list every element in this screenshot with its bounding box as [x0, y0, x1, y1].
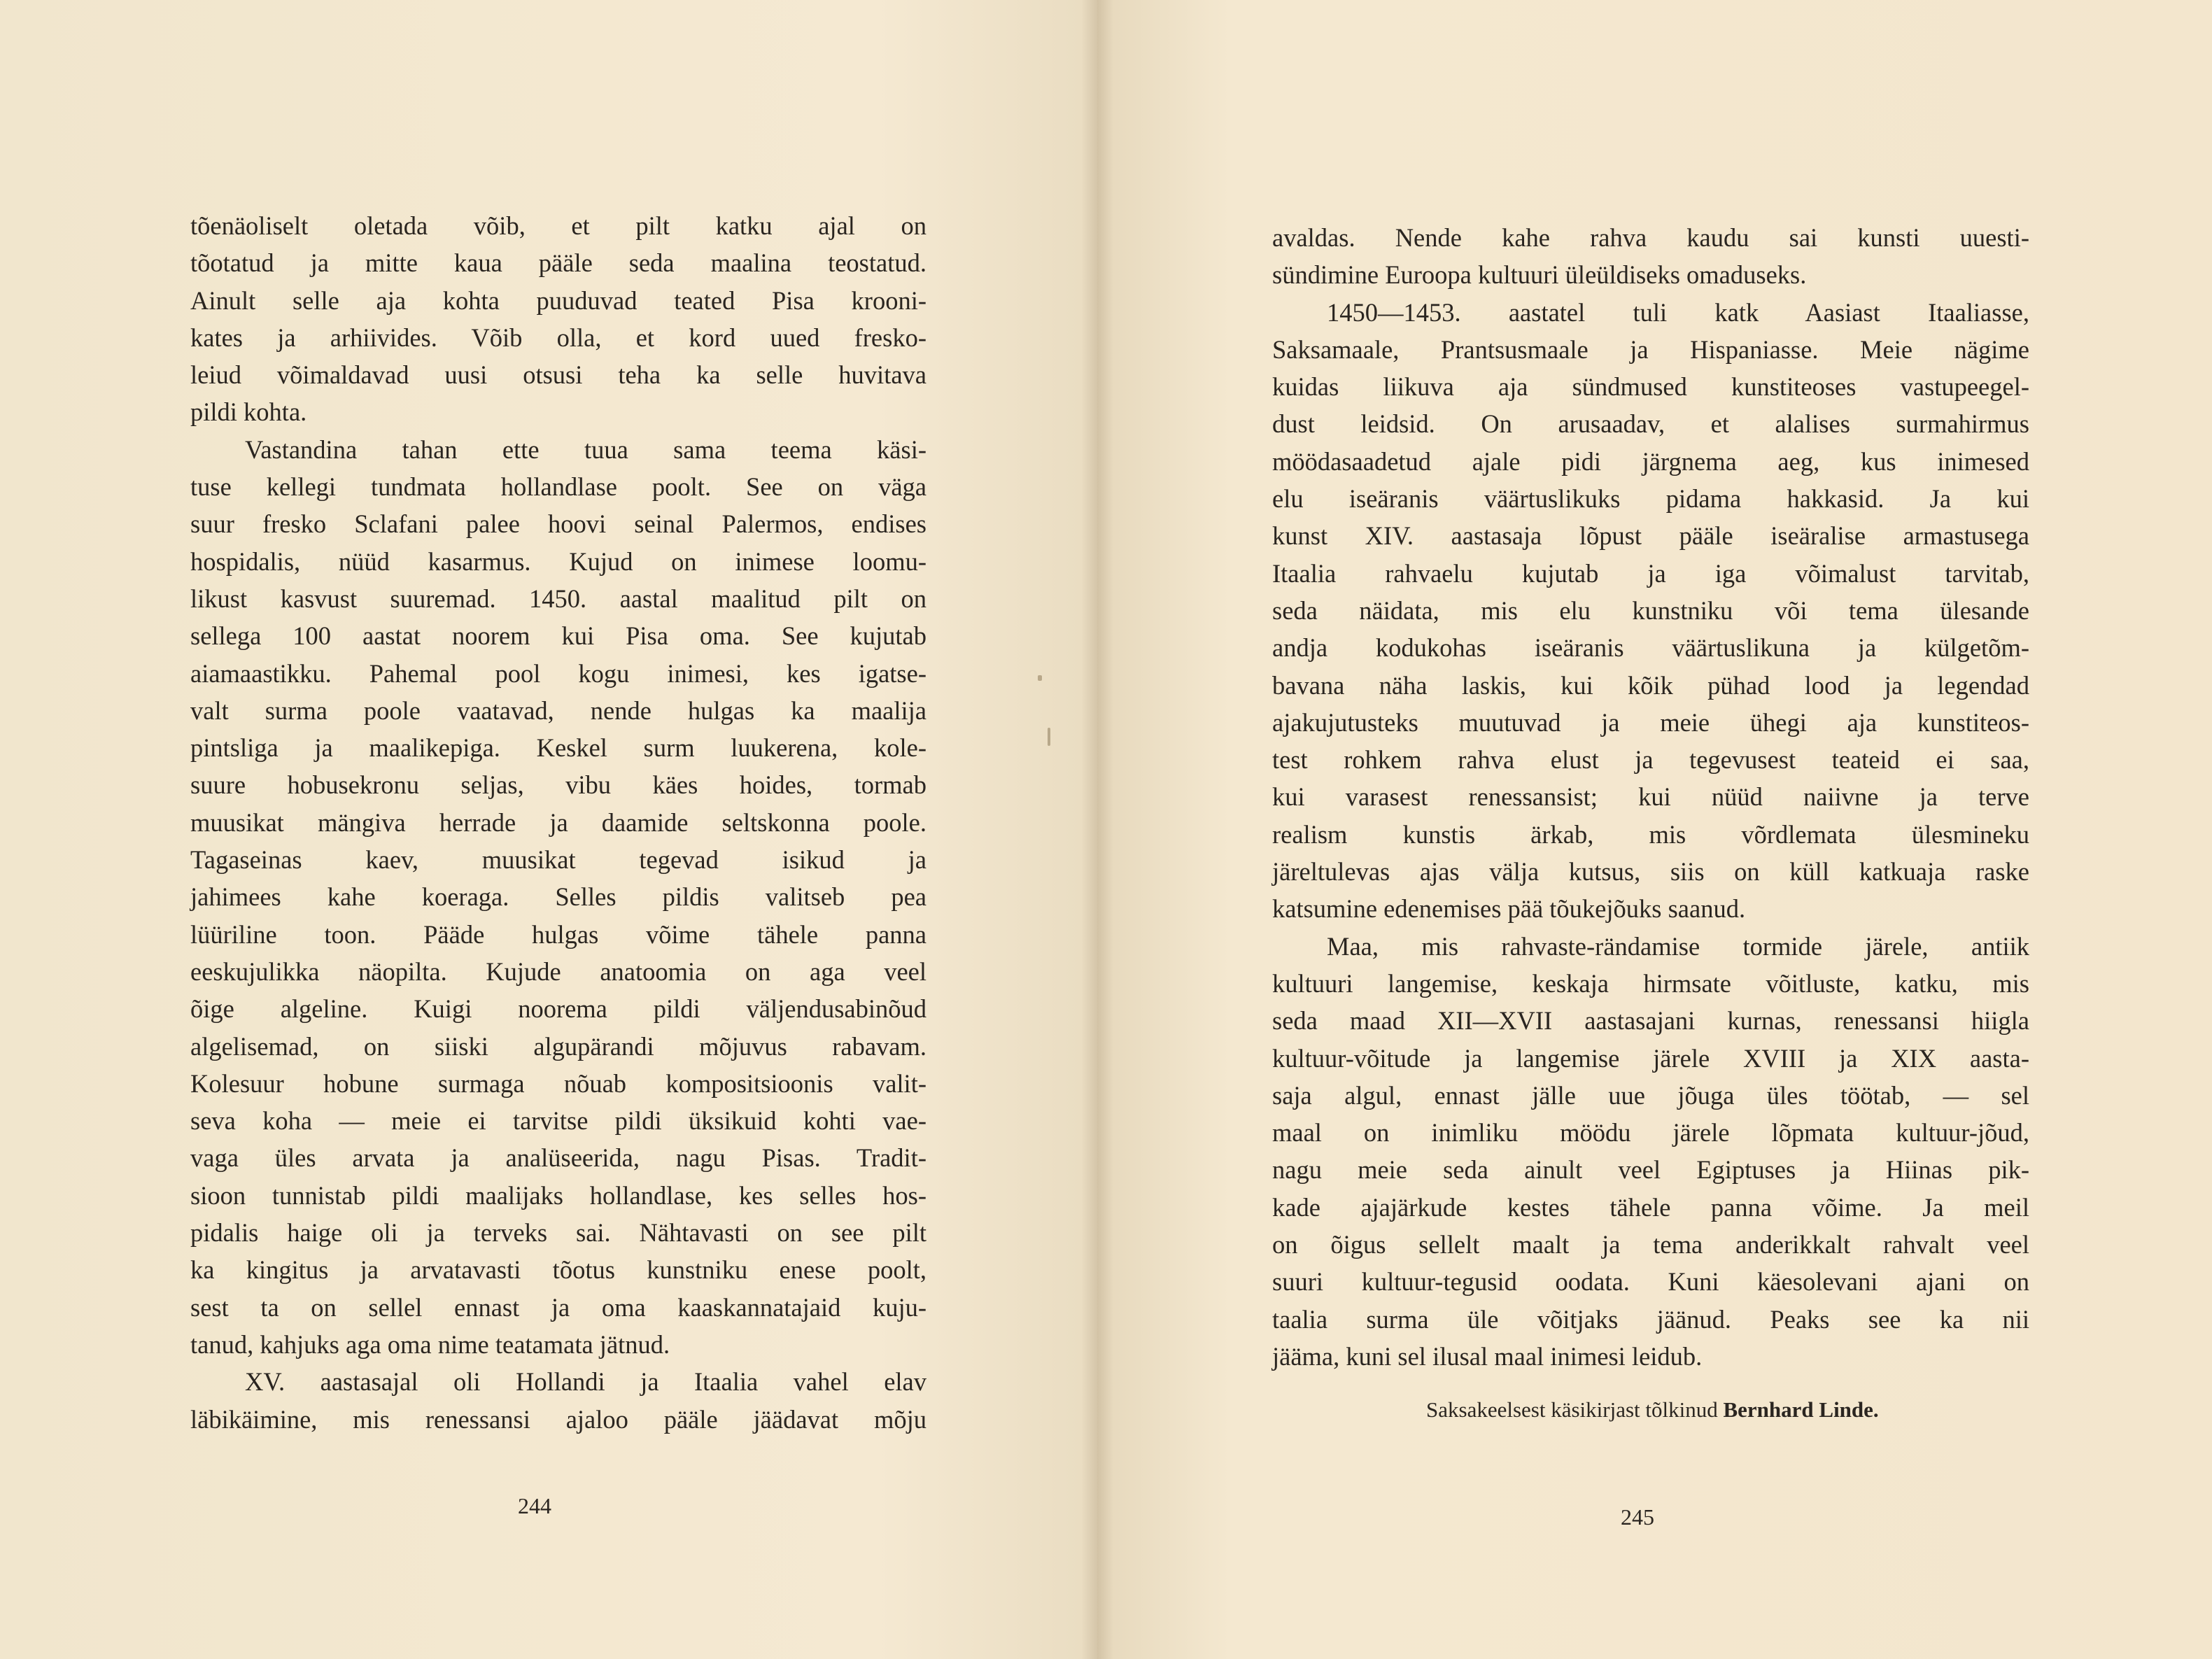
text-line: õige algeline. Kuigi noorema pildi väljendusabinõud — [190, 994, 927, 1024]
text-line: Kolesuur hobune surmaga nõuab kompositsioonis valit- — [190, 1068, 927, 1098]
text-line: kunst XIV. aastasaja lõpust pääle iseäralise armastusega — [1272, 521, 2029, 551]
text-line: ka kingitus ja arvatavasti tõotus kunstniku enese poolt, — [190, 1255, 927, 1285]
text-line: kui varasest renessansist; kui nüüd naiivne ja terve — [1272, 782, 2029, 812]
text-line: Itaalia rahvaelu kujutab ja iga võimalust tarvitab, — [1272, 558, 2029, 588]
text-line: Tagaseinas kaev, muusikat tegevad isikud ja — [190, 845, 927, 875]
text-line: tõotatud ja mitte kaua pääle seda maalina teostatud. — [190, 248, 927, 278]
paragraph — [1272, 294, 2029, 928]
translator-credit — [1426, 1395, 2007, 1425]
text-line: sest ta on sellel ennast ja oma kaaskannatajaid kuju- — [190, 1292, 927, 1322]
text-line: avaldas. Nende kahe rahva kaudu sai kunsti uuesti- — [1272, 223, 2029, 252]
paragraph — [190, 431, 927, 1363]
right-page-text — [1272, 219, 2029, 1375]
text-line: tuse kellegi tundmata hollandlase poolt. See on väga — [190, 472, 927, 502]
text-line: saja algul, ennast jälle uue jõuga üles töötab, — sel — [1272, 1080, 2029, 1110]
text-line: aiamaastikku. Pahemal pool kogu inimesi, kes igatse- — [190, 658, 927, 688]
text-line: pidalis haige oli ja terveks sai. Nähtavasti on see pilt — [190, 1218, 927, 1248]
text-line: suuri kultuur-tegusid oodata. Kuni käesolevani ajani on — [1272, 1267, 2029, 1297]
text-line: sellega 100 aastat noorem kui Pisa oma. See kujutab — [190, 621, 927, 651]
paragraph — [1272, 219, 2029, 294]
text-line: eeskujulikka näopilta. Kujude anatoomia on aga veel — [190, 956, 927, 986]
book-gutter — [1081, 0, 1113, 1659]
text-line: nagu meie seda ainult veel Egiptuses ja Hiinas pik- — [1272, 1155, 2029, 1185]
text-line: bavana näha laskis, kui kõik pühad lood ja legendad — [1272, 670, 2029, 700]
text-line: XV. aastasajal oli Hollandi ja Itaalia vahel elav — [245, 1367, 927, 1397]
text-line: realism kunstis ärkab, mis võrdlemata ülesmineku — [1272, 819, 2029, 849]
text-line: kultuur-võitude ja langemise järele XVIII ja XIX aasta- — [1272, 1043, 2029, 1073]
text-line: maal on inimliku möödu järele lõpmata kultuur-jõud, — [1272, 1118, 2029, 1148]
text-line: sioon tunnistab pildi maalijaks hollandlase, kes selles hos- — [190, 1180, 927, 1210]
text-line: valt surma poole vaatavad, nende hulgas ka maalija — [190, 696, 927, 725]
text-line: elu iseäranis väärtuslikuks pidama hakkasid. Ja kui — [1272, 484, 2029, 514]
text-line: suure hobusekronu seljas, vibu käes hoides, tormab — [190, 770, 927, 800]
text-line: kade ajajärkude kestes tähele panna võime. Ja meil — [1272, 1192, 2029, 1222]
text-line: dust leidsid. On arusaadav, et alalises surmahirmus — [1272, 409, 2029, 439]
page-number-right: 245 — [1621, 1504, 1654, 1530]
text-line: suur fresko Sclafani palee hoovi seinal Palermos, endises — [190, 509, 927, 539]
text-line: tanud, kahjuks aga oma nime teatamata jätnud. — [190, 1329, 670, 1359]
text-line: andja kodukohas iseäranis väärtuslikuna ja külgetõm- — [1272, 633, 2029, 663]
text-line: Saksamaale, Prantsusmaale ja Hispaniasse. Meie nägime — [1272, 334, 2029, 364]
text-line: hospidalis, nüüd kasarmus. Kujud on inimese loomu- — [190, 546, 927, 576]
text-line: läbikäimine, mis renessansi ajaloo pääle jäädavat mõju — [190, 1404, 927, 1434]
text-line: kates ja arhiivides. Võib olla, et kord uued fresko- — [190, 323, 927, 352]
credit-prefix: Saksakeelsest käsikirjast tõlkinud — [1426, 1397, 1718, 1422]
text-line: seda maad XII—XVII aastasajani kurnas, renessansi hiigla — [1272, 1006, 2029, 1036]
text-line: Ainult selle aja kohta puuduvad teated Pisa krooni- — [190, 285, 927, 315]
text-line: kuidas liikuva aja sündmused kunstiteoses vastupeegel- — [1272, 372, 2029, 402]
text-line: ajakujutusteks muutuvad ja meie ühegi aja kunstiteos- — [1272, 707, 2029, 737]
paper-mark — [1038, 675, 1042, 681]
paragraph — [190, 207, 927, 431]
text-line: taalia surma üle võitjaks jäänud. Peaks see ka nii — [1272, 1304, 2029, 1334]
translator-name: Bernhard Linde. — [1723, 1397, 1879, 1422]
text-line: vaga üles arvata ja analüseerida, nagu Pisas. Tradit- — [190, 1143, 927, 1173]
text-line: 1450—1453. aastatel tuli katk Aasiast Itaaliasse, — [1327, 297, 2029, 327]
text-line: pildi kohta. — [190, 397, 307, 427]
text-line: on õigus sellelt maalt ja tema anderikkalt rahvalt veel — [1272, 1230, 2029, 1259]
text-line: jääma, kuni sel ilusal maal inimesi leidub. — [1272, 1341, 1703, 1371]
text-line: seda näidata, mis elu kunstniku või tema ülesande — [1272, 595, 2029, 625]
text-line: leiud võimaldavad uusi otsusi teha ka selle huvitava — [190, 360, 927, 390]
text-line: seva koha — meie ei tarvitse pildi üksikuid kohti vae- — [190, 1106, 927, 1136]
text-line: jahimees kahe koeraga. Selles pildis valitseb pea — [190, 882, 927, 912]
text-line: kultuuri langemise, keskaja hirmsate võitluste, katku, mis — [1272, 968, 2029, 998]
page-number-left: 244 — [518, 1493, 551, 1518]
text-line: algelisemad, on siiski algupärandi mõjuvus rabavam. — [190, 1031, 927, 1061]
text-line: möödasaadetud ajale pidi järgnema aeg, kus inimesed — [1272, 446, 2029, 476]
left-page-text — [190, 207, 927, 1438]
paragraph — [190, 1363, 927, 1438]
text-line: järeltulevas ajas välja kutsus, siis on küll katkuaja raske — [1272, 857, 2029, 887]
text-line: muusikat mängiva herrade ja daamide seltskonna poole. — [190, 807, 927, 837]
text-line: likust kasvust suuremad. 1450. aastal maalitud pilt on — [190, 584, 927, 613]
text-line: lüüriline toon. Pääde hulgas võime tähele panna — [190, 919, 927, 949]
text-line: katsumine edenemises pää tõukejõuks saanud. — [1272, 894, 1746, 924]
paper-mark — [1048, 728, 1050, 746]
text-line: tõenäoliselt oletada võib, et pilt katku ajal on — [190, 211, 927, 240]
text-line: Maa, mis rahvaste-rändamise tormide järele, antiik — [1327, 931, 2029, 961]
text-line: sündimine Euroopa kultuuri üleüldiseks omaduseks. — [1272, 260, 1807, 290]
paragraph — [1272, 928, 2029, 1376]
text-line: test rohkem rahva elust ja tegevusest teateid ei saa, — [1272, 745, 2029, 775]
text-line: pintsliga ja maalikepiga. Keskel surm luukerena, kole- — [190, 733, 927, 763]
text-line: Vastandina tahan ette tuua sama teema käsi- — [245, 435, 927, 464]
